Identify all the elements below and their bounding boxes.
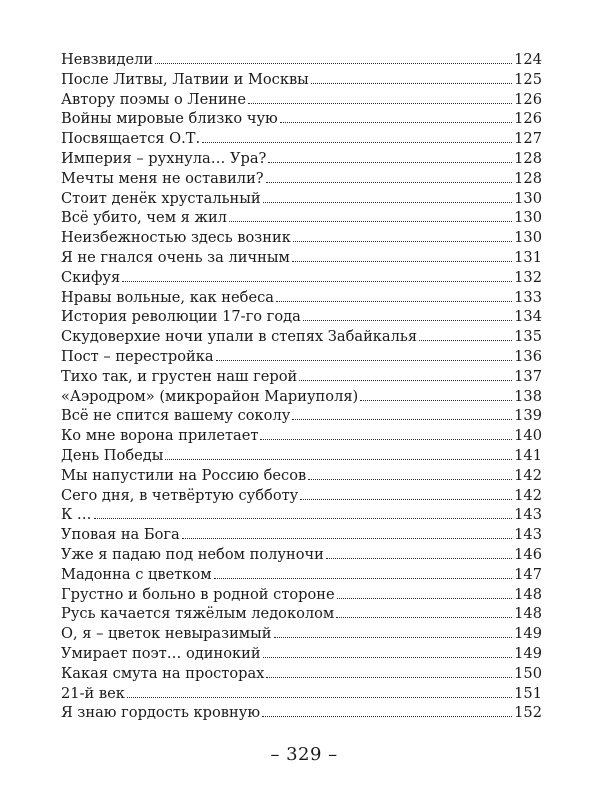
toc-entry: [61, 109, 542, 129]
toc-entry-title: Сего дня, в четвёртую субботу: [61, 486, 299, 504]
toc-entry-title: История революции 17-го года: [61, 308, 301, 326]
toc-entry-title: Уповая на Бога: [61, 526, 180, 544]
toc-entry: [61, 347, 542, 367]
page-number: – 329 –: [270, 744, 338, 765]
dot-leader: [276, 300, 512, 302]
toc-entry-page-number: 126: [514, 90, 542, 108]
toc-entry-page-number: 127: [514, 130, 542, 148]
toc-entry: [61, 307, 542, 327]
dot-leader: [303, 319, 512, 321]
dot-leader: [263, 201, 513, 203]
toc-entry-page-number: 143: [514, 506, 542, 524]
toc-entry-page-number: 152: [514, 704, 542, 722]
toc-entry: [61, 684, 542, 704]
dot-leader: [122, 280, 512, 282]
dot-leader: [202, 141, 512, 143]
toc-entry: [61, 426, 542, 446]
toc-entry: [61, 446, 542, 466]
dot-leader: [127, 696, 512, 698]
toc-entry-page-number: 130: [514, 229, 542, 247]
toc-entry-page-number: 128: [514, 149, 542, 167]
toc-entry: [61, 70, 542, 90]
dot-leader: [262, 715, 512, 717]
toc-entry: [61, 604, 542, 624]
dot-leader: [260, 438, 512, 440]
toc-entry-page-number: 126: [514, 110, 542, 128]
toc-entry: [61, 387, 542, 407]
toc-entry: [61, 90, 542, 110]
toc-entry-title: «Аэродром» (микрорайон Мариуполя): [61, 387, 359, 405]
toc-entry: [61, 664, 542, 684]
toc-entry-title: Русь качается тяжёлым ледоколом: [61, 605, 335, 623]
toc-entry: [61, 624, 542, 644]
toc-entry-page-number: 146: [514, 545, 542, 563]
toc-entry-title: Ко мне ворона прилетает: [61, 427, 259, 445]
toc-entry-title: Мадонна с цветком: [61, 565, 212, 583]
dot-leader: [214, 577, 513, 579]
toc-entry-title: Я знаю гордость кровную: [61, 704, 261, 722]
toc-entry: [61, 406, 542, 426]
toc-entry-page-number: 141: [514, 446, 542, 464]
toc-entry-title: Невзвидели: [61, 51, 154, 68]
dot-leader: [266, 676, 512, 678]
dot-leader: [155, 62, 512, 64]
toc-entry-page-number: 151: [514, 684, 542, 702]
toc-entry-title: Всё убито, чем я жил: [61, 209, 227, 227]
toc-entry-page-number: 128: [514, 169, 542, 187]
toc-entry-title: Войны мировые близко чую: [61, 110, 278, 128]
toc-entry: [61, 367, 542, 387]
toc-entry-page-number: 149: [514, 625, 542, 643]
toc-entry-page-number: 150: [514, 664, 542, 682]
toc-entry-page-number: 142: [514, 466, 542, 484]
toc-entry-page-number: 137: [514, 367, 542, 385]
toc-entry-title: После Литвы, Латвии и Москвы: [61, 70, 309, 88]
dot-leader: [308, 478, 512, 480]
toc-entry-title: Нравы вольные, как небеса: [61, 288, 274, 306]
dot-leader: [280, 121, 512, 123]
toc-entry: [61, 525, 542, 545]
toc-entry-title: О, я – цветок невыразимый: [61, 625, 272, 643]
toc-entry: [61, 129, 542, 149]
dot-leader: [299, 379, 512, 381]
dot-leader: [292, 260, 512, 262]
toc-entry-page-number: 132: [514, 268, 542, 286]
toc-entry-title: Всё не спится вашему соколу: [61, 407, 291, 425]
toc-entry: [61, 505, 542, 525]
toc-entry-title: Мы напустили на Россию бесов: [61, 466, 307, 484]
toc-entry-title: Я не гнался очень за личным: [61, 248, 290, 266]
toc-entry-title: Мечты меня не оставили?: [61, 169, 264, 187]
toc-entry-title: К …: [61, 506, 92, 524]
dot-leader: [419, 339, 512, 341]
toc-entry-title: День Победы: [61, 446, 164, 464]
toc-entry-title: Посвящается О.Т.: [61, 130, 201, 148]
toc-entry: [61, 585, 542, 605]
toc-entry: [61, 644, 542, 664]
toc-entry-page-number: 134: [514, 308, 542, 326]
toc-entry-page-number: 149: [514, 644, 542, 662]
dot-leader: [263, 656, 513, 658]
toc-entry-page-number: 148: [514, 605, 542, 623]
toc-entry-page-number: 131: [514, 248, 542, 266]
toc-entry-page-number: 138: [514, 387, 542, 405]
toc-entry-page-number: 148: [514, 585, 542, 603]
toc-entry-page-number: 135: [514, 328, 542, 346]
toc-entry: [61, 248, 542, 268]
toc-entry: [61, 149, 542, 169]
toc-entry-title: Пост – перестройка: [61, 347, 214, 365]
toc-entry-page-number: 147: [514, 565, 542, 583]
toc-entry: [61, 268, 542, 288]
toc-entry-page-number: 140: [514, 427, 542, 445]
dot-leader: [311, 82, 512, 84]
toc-entry-title: Уже я падаю под небом полуночи: [61, 545, 324, 563]
dot-leader: [94, 517, 513, 519]
dot-leader: [182, 537, 512, 539]
toc-entry-title: 21-й век: [61, 684, 125, 702]
dot-leader: [293, 240, 512, 242]
toc-entry-title: Автору поэмы о Ленине: [61, 90, 247, 108]
toc-entry-title: Неизбежностью здесь возник: [61, 229, 291, 247]
toc-entry-title: Грустно и больно в родной стороне: [61, 585, 335, 603]
toc-entry-page-number: 130: [514, 209, 542, 227]
toc-entry: [61, 189, 542, 209]
toc-entry: [61, 565, 542, 585]
toc-entry-title: Скифуя: [61, 268, 121, 286]
dot-leader: [248, 102, 512, 104]
dot-leader: [292, 418, 512, 420]
toc-entry: [61, 50, 542, 70]
toc-entry-page-number: 125: [514, 70, 542, 88]
toc-entry-page-number: 142: [514, 486, 542, 504]
toc-entry: [61, 228, 542, 248]
toc-entry-page-number: 136: [514, 347, 542, 365]
toc-entry: [61, 486, 542, 506]
toc-entry-page-number: 130: [514, 189, 542, 207]
dot-leader: [216, 359, 513, 361]
toc-entry-title: Тихо так, и грустен наш герой: [61, 367, 298, 385]
toc-entry: [61, 466, 542, 486]
dot-leader: [274, 636, 513, 638]
dot-leader: [326, 557, 512, 559]
dot-leader: [336, 616, 512, 618]
toc-entry: [61, 288, 542, 308]
dot-leader: [229, 220, 512, 222]
toc-entry-page-number: 124: [514, 51, 542, 68]
table-of-contents: [61, 50, 542, 723]
dot-leader: [360, 399, 512, 401]
toc-entry: [61, 169, 542, 189]
toc-entry-title: Империя – рухнула… Ура?: [61, 149, 267, 167]
toc-entry-title: Стоит денёк хрустальный: [61, 189, 261, 207]
dot-leader: [165, 458, 512, 460]
toc-entry: [61, 703, 542, 723]
toc-entry-title: Умирает поэт… одинокий: [61, 644, 261, 662]
dot-leader: [337, 597, 512, 599]
toc-entry-page-number: 139: [514, 407, 542, 425]
toc-entry-page-number: 143: [514, 526, 542, 544]
toc-entry: [61, 327, 542, 347]
toc-entry-title: Скудоверхие ночи упали в степях Забайкалья: [61, 328, 418, 346]
dot-leader: [300, 498, 512, 500]
toc-entry: [61, 208, 542, 228]
dot-leader: [268, 161, 512, 163]
toc-entry-page-number: 133: [514, 288, 542, 306]
toc-entry: [61, 545, 542, 565]
dot-leader: [266, 181, 513, 183]
toc-entry-title: Какая смута на просторах: [61, 664, 265, 682]
